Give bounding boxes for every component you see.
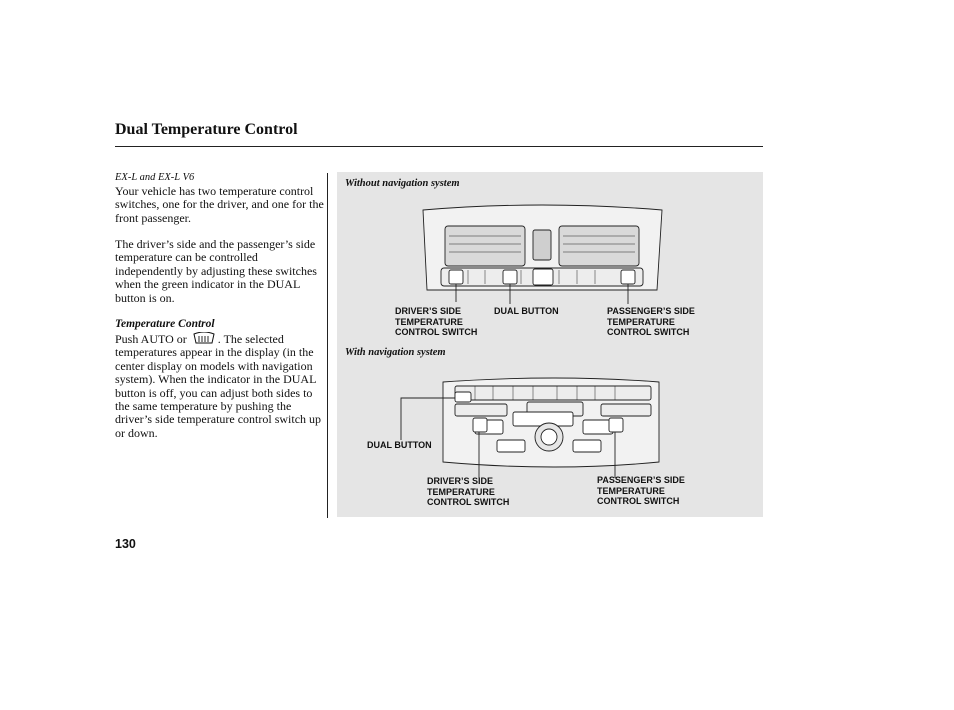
label-passenger-switch-bottom: PASSENGER’S SIDE TEMPERATURE CONTROL SWITCH [597,475,685,506]
dual-paragraph: The driver’s side and the passenger’s side temperature can be controlled independently by adjusting these switches when the green indicator in the DUAL button is on. [115,237,317,305]
intro-paragraph: Your vehicle has two temperature control switches, one for the driver, and one for the front passenger. [115,184,324,225]
climate-unit-with-nav [401,378,659,478]
driver-temp-switch-bottom [473,418,487,432]
caption-without-navigation: Without navigation system [345,178,460,189]
dual-button-bottom [455,392,471,402]
driver-temp-switch-top [449,270,463,284]
label-passenger-switch-top: PASSENGER’S SIDE TEMPERATURE CONTROL SWITCH [607,306,695,337]
passenger-temp-switch-top [621,270,635,284]
climate-unit-without-nav [423,205,662,304]
caption-with-navigation: With navigation system [345,347,446,358]
control-panel-diagrams [337,172,763,517]
label-driver-switch-bottom: DRIVER’S SIDE TEMPERATURE CONTROL SWITCH [427,476,510,507]
para3-body: . The selected temperatures appear in the display (in the center display on models with navigation system). When the indicator in the DUAL button is off, you can adjust both sides to the same temperature by pushing the driver’s side temperature control switch up or down. [115,332,322,440]
passenger-temp-switch-bottom [609,418,623,432]
para3-lead: Push AUTO or [115,332,187,346]
page-number: 130 [115,537,136,551]
dual-button-top [503,270,517,284]
temperature-control-subheading: Temperature Control [115,318,215,330]
temperature-control-paragraph [115,332,325,440]
model-note: EX-L and EX-L V6 [115,172,195,183]
label-dual-button-top: DUAL BUTTON [494,306,559,316]
label-dual-button-bottom: DUAL BUTTON [367,440,432,450]
header-rule [115,146,763,147]
column-divider [327,173,328,518]
label-driver-switch-top: DRIVER’S SIDE TEMPERATURE CONTROL SWITCH [395,306,478,337]
page-title: Dual Temperature Control [115,121,298,138]
rear-defrost-icon [192,332,216,344]
